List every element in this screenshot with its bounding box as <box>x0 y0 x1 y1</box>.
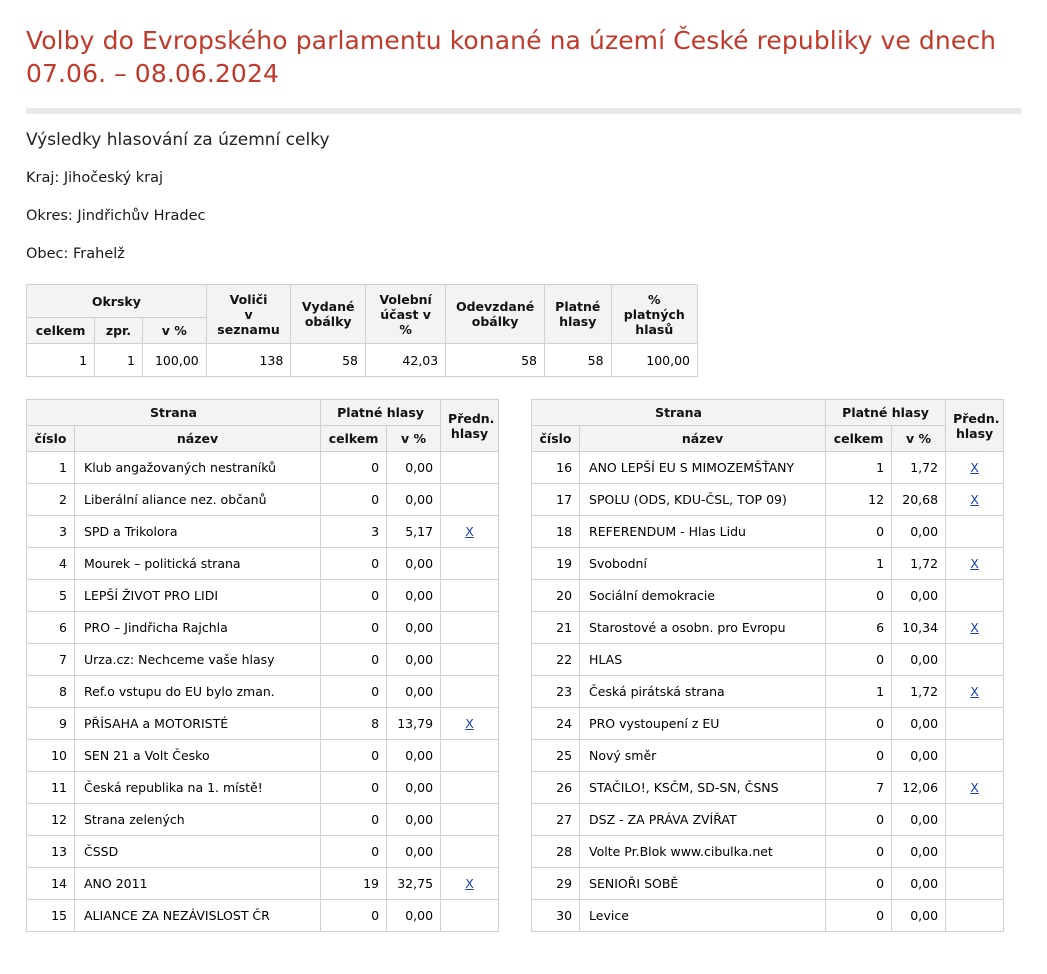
cell-party-name: Česká republika na 1. místě! <box>75 772 321 804</box>
header-celkem: celkem <box>321 426 387 452</box>
cell-preferential-votes <box>946 804 1004 836</box>
table-row <box>27 580 499 612</box>
cell-party-name: LEPŠÍ ŽIVOT PRO LIDI <box>75 580 321 612</box>
cell-party-name: Ref.o vstupu do EU bylo zman. <box>75 676 321 708</box>
cell-votes-total: 1 <box>826 548 892 580</box>
cell-preferential-votes <box>946 868 1004 900</box>
cell-preferential-votes[interactable] <box>946 772 1004 804</box>
cell-votes-percent: 1,72 <box>892 452 946 484</box>
header-predn-hlasy <box>441 400 499 452</box>
header-volici-v-seznamu <box>206 285 291 344</box>
cell-votes-percent: 0,00 <box>387 676 441 708</box>
cell-votes-total: 0 <box>826 836 892 868</box>
cell-party-number: 5 <box>27 580 75 612</box>
table-row <box>27 344 698 377</box>
preferential-votes-link[interactable]: X <box>465 716 474 731</box>
cell-votes-percent: 0,00 <box>387 900 441 932</box>
municipality-label: Obec: Frahelž <box>26 246 125 262</box>
cell-party-name: SENIOŘI SOBĚ <box>580 868 826 900</box>
cell-votes-total: 12 <box>826 484 892 516</box>
cell-party-number: 21 <box>532 612 580 644</box>
preferential-votes-link[interactable]: X <box>970 492 979 507</box>
page-title: Volby do Evropského parlamentu konané na území České republiky ve dnech 07.06. – 08.06.2024 <box>26 26 997 88</box>
cell-okrsky-celkem: 1 <box>27 344 95 377</box>
header-volici-line1: Voliči <box>229 291 268 307</box>
cell-votes-percent: 0,00 <box>387 452 441 484</box>
cell-vydane-obalky: 58 <box>291 344 366 377</box>
cell-preferential-votes <box>441 804 499 836</box>
table-row <box>532 900 1004 932</box>
cell-votes-percent: 20,68 <box>892 484 946 516</box>
cell-volici-v-seznamu: 138 <box>206 344 291 377</box>
cell-votes-total: 0 <box>321 484 387 516</box>
cell-votes-percent: 0,00 <box>387 644 441 676</box>
table-row <box>27 900 499 932</box>
cell-votes-percent: 5,17 <box>387 516 441 548</box>
header-okrsky-celkem: celkem <box>27 318 95 344</box>
cell-party-name: Levice <box>580 900 826 932</box>
table-row <box>532 548 1004 580</box>
table-row <box>532 772 1004 804</box>
preferential-votes-link[interactable]: X <box>970 460 979 475</box>
preferential-votes-link[interactable]: X <box>970 684 979 699</box>
cell-votes-percent: 10,34 <box>892 612 946 644</box>
cell-party-name: PŘÍSAHA a MOTORISTÉ <box>75 708 321 740</box>
cell-preferential-votes[interactable] <box>946 676 1004 708</box>
cell-votes-percent: 0,00 <box>892 516 946 548</box>
header-platne-hlasy: Platné hlasy <box>321 400 441 426</box>
header-odevzdane-obalky <box>446 285 545 344</box>
cell-party-name: Starostové a osobn. pro Evropu <box>580 612 826 644</box>
cell-preferential-votes <box>441 836 499 868</box>
header-predn-line1: Předn. <box>448 410 495 426</box>
party-rows-right <box>532 452 1004 932</box>
cell-votes-total: 1 <box>826 676 892 708</box>
cell-party-name: Mourek – politická strana <box>75 548 321 580</box>
cell-party-name: SPD a Trikolora <box>75 516 321 548</box>
cell-votes-percent: 0,00 <box>387 804 441 836</box>
table-row <box>27 740 499 772</box>
cell-party-number: 6 <box>27 612 75 644</box>
cell-votes-total: 1 <box>826 452 892 484</box>
header-pct-line1: % platných <box>623 291 685 322</box>
cell-votes-percent: 0,00 <box>892 580 946 612</box>
table-row <box>532 580 1004 612</box>
cell-party-name: ANO 2011 <box>75 868 321 900</box>
cell-party-name: SEN 21 a Volt Česko <box>75 740 321 772</box>
summary-table-wrap <box>26 284 1021 377</box>
cell-votes-percent: 32,75 <box>387 868 441 900</box>
cell-party-name: Klub angažovaných nestraníků <box>75 452 321 484</box>
table-row <box>532 740 1004 772</box>
table-row <box>27 612 499 644</box>
cell-party-number: 12 <box>27 804 75 836</box>
cell-votes-total: 0 <box>321 644 387 676</box>
header-vydane-line2: obálky <box>304 314 352 329</box>
cell-pct-platnych: 100,00 <box>611 344 697 377</box>
cell-preferential-votes[interactable] <box>946 612 1004 644</box>
cell-votes-percent: 1,72 <box>892 548 946 580</box>
cell-party-name: SPOLU (ODS, KDU-ČSL, TOP 09) <box>580 484 826 516</box>
header-okrsky: Okrsky <box>27 285 207 318</box>
cell-party-number: 22 <box>532 644 580 676</box>
cell-odevzdane-obalky: 58 <box>446 344 545 377</box>
table-row <box>27 772 499 804</box>
cell-party-number: 20 <box>532 580 580 612</box>
cell-party-number: 28 <box>532 836 580 868</box>
cell-party-name: Strana zelených <box>75 804 321 836</box>
region-label: Kraj: Jihočeský kraj <box>26 170 164 186</box>
cell-party-number: 15 <box>27 900 75 932</box>
cell-preferential-votes <box>441 644 499 676</box>
cell-party-name: ČSSD <box>75 836 321 868</box>
cell-preferential-votes[interactable] <box>946 452 1004 484</box>
table-row <box>27 868 499 900</box>
cell-votes-total: 0 <box>321 772 387 804</box>
cell-preferential-votes[interactable] <box>946 548 1004 580</box>
header-pct-platnych <box>611 285 697 344</box>
header-volici-line2: v seznamu <box>217 306 280 337</box>
header-odevzdane-line2: obálky <box>471 314 519 329</box>
preferential-votes-link[interactable]: X <box>970 556 979 571</box>
cell-party-name: ANO LEPŠÍ EU S MIMOZEMŠŤANY <box>580 452 826 484</box>
cell-party-number: 7 <box>27 644 75 676</box>
table-row <box>27 836 499 868</box>
cell-votes-percent: 0,00 <box>387 580 441 612</box>
header-ucast-line2: účast v % <box>380 306 431 337</box>
cell-preferential-votes <box>441 772 499 804</box>
cell-votes-total: 0 <box>826 900 892 932</box>
cell-preferential-votes[interactable] <box>441 516 499 548</box>
header-v-proc: v % <box>387 426 441 452</box>
cell-preferential-votes <box>441 900 499 932</box>
cell-party-name: Sociální demokracie <box>580 580 826 612</box>
cell-okrsky-v-proc: 100,00 <box>142 344 206 377</box>
cell-party-name: Nový směr <box>580 740 826 772</box>
cell-party-number: 8 <box>27 676 75 708</box>
table-row <box>27 676 499 708</box>
cell-votes-percent: 0,00 <box>387 612 441 644</box>
cell-votes-percent: 0,00 <box>387 548 441 580</box>
header-predn-line2: hlasy <box>955 425 994 441</box>
cell-preferential-votes <box>441 612 499 644</box>
cell-preferential-votes[interactable] <box>441 708 499 740</box>
header-platne-line1: Platné <box>555 299 601 314</box>
cell-preferential-votes <box>946 708 1004 740</box>
cell-votes-total: 0 <box>826 516 892 548</box>
cell-votes-total: 3 <box>321 516 387 548</box>
table-row <box>27 644 499 676</box>
header-nazev: název <box>580 426 826 452</box>
header-predn-hlasy <box>946 400 1004 452</box>
table-row <box>532 868 1004 900</box>
cell-preferential-votes <box>946 644 1004 676</box>
party-rows-left <box>27 452 499 932</box>
cell-votes-total: 0 <box>321 548 387 580</box>
section-heading: Výsledky hlasování za územní celky <box>26 130 330 150</box>
header-strana: Strana <box>532 400 826 426</box>
preferential-votes-link[interactable]: X <box>465 524 474 539</box>
cell-votes-percent: 0,00 <box>387 740 441 772</box>
cell-preferential-votes <box>441 484 499 516</box>
cell-okrsky-zpr: 1 <box>95 344 143 377</box>
cell-votes-total: 0 <box>321 900 387 932</box>
divider <box>26 108 1021 114</box>
header-pct-line2: hlasů <box>635 321 674 337</box>
cell-volebni-ucast: 42,03 <box>366 344 446 377</box>
cell-party-name: Česká pirátská strana <box>580 676 826 708</box>
cell-party-name: Urza.cz: Nechceme vaše hlasy <box>75 644 321 676</box>
cell-votes-percent: 0,00 <box>892 804 946 836</box>
header-volebni-ucast <box>366 285 446 344</box>
header-okrsky-zpr: zpr. <box>95 318 143 344</box>
header-celkem: celkem <box>826 426 892 452</box>
header-platne-hlasy <box>544 285 611 344</box>
cell-votes-percent: 0,00 <box>892 644 946 676</box>
cell-party-number: 11 <box>27 772 75 804</box>
party-results-table-left <box>26 399 499 932</box>
table-row <box>532 836 1004 868</box>
cell-votes-total: 0 <box>826 580 892 612</box>
table-row <box>532 676 1004 708</box>
cell-votes-total: 0 <box>826 804 892 836</box>
table-row <box>532 452 1004 484</box>
table-row <box>532 484 1004 516</box>
table-row <box>27 804 499 836</box>
cell-votes-percent: 0,00 <box>892 708 946 740</box>
cell-votes-percent: 0,00 <box>892 868 946 900</box>
cell-preferential-votes <box>441 740 499 772</box>
table-row <box>27 548 499 580</box>
cell-preferential-votes <box>441 548 499 580</box>
preferential-votes-link[interactable]: X <box>970 780 979 795</box>
header-strana: Strana <box>27 400 321 426</box>
cell-party-number: 23 <box>532 676 580 708</box>
cell-party-number: 30 <box>532 900 580 932</box>
cell-votes-total: 0 <box>826 644 892 676</box>
cell-party-number: 24 <box>532 708 580 740</box>
district-label: Okres: Jindřichův Hradec <box>26 208 206 224</box>
cell-party-number: 29 <box>532 868 580 900</box>
cell-party-name: Liberální aliance nez. občanů <box>75 484 321 516</box>
cell-votes-total: 0 <box>826 868 892 900</box>
preferential-votes-link[interactable]: X <box>970 620 979 635</box>
header-predn-line2: hlasy <box>450 425 489 441</box>
cell-party-number: 26 <box>532 772 580 804</box>
header-ucast-line1: Volební <box>379 291 432 307</box>
cell-preferential-votes <box>946 836 1004 868</box>
cell-votes-total: 8 <box>321 708 387 740</box>
cell-party-name: REFERENDUM - Hlas Lidu <box>580 516 826 548</box>
cell-party-number: 25 <box>532 740 580 772</box>
cell-preferential-votes <box>441 452 499 484</box>
header-vydane-line1: Vydané <box>301 299 355 314</box>
cell-votes-total: 0 <box>321 676 387 708</box>
cell-votes-total: 0 <box>321 804 387 836</box>
table-row <box>532 708 1004 740</box>
cell-party-name: Svobodní <box>580 548 826 580</box>
cell-votes-percent: 0,00 <box>892 740 946 772</box>
cell-votes-total: 0 <box>321 740 387 772</box>
table-row <box>532 516 1004 548</box>
cell-party-number: 1 <box>27 452 75 484</box>
table-row <box>27 484 499 516</box>
cell-platne-hlasy: 58 <box>544 344 611 377</box>
cell-votes-total: 19 <box>321 868 387 900</box>
cell-preferential-votes <box>946 516 1004 548</box>
cell-party-number: 14 <box>27 868 75 900</box>
cell-party-name: PRO – Jindřicha Rajchla <box>75 612 321 644</box>
cell-votes-percent: 0,00 <box>892 900 946 932</box>
cell-votes-total: 0 <box>321 612 387 644</box>
cell-preferential-votes <box>441 580 499 612</box>
cell-party-number: 3 <box>27 516 75 548</box>
cell-votes-total: 0 <box>826 708 892 740</box>
table-row <box>532 612 1004 644</box>
party-results-table-right <box>531 399 1004 932</box>
cell-votes-percent: 0,00 <box>387 836 441 868</box>
table-row <box>27 452 499 484</box>
cell-party-number: 27 <box>532 804 580 836</box>
header-cislo: číslo <box>27 426 75 452</box>
cell-party-name: ALIANCE ZA NEZÁVISLOST ČR <box>75 900 321 932</box>
cell-votes-total: 0 <box>321 452 387 484</box>
cell-party-number: 17 <box>532 484 580 516</box>
header-okrsky-v-proc: v % <box>142 318 206 344</box>
turnout-summary-table <box>26 284 698 377</box>
cell-party-number: 18 <box>532 516 580 548</box>
cell-party-name: STAČILO!, KSČM, SD-SN, ČSNS <box>580 772 826 804</box>
cell-votes-percent: 0,00 <box>387 484 441 516</box>
cell-votes-total: 0 <box>321 836 387 868</box>
cell-party-name: DSZ - ZA PRÁVA ZVÍŘAT <box>580 804 826 836</box>
cell-preferential-votes[interactable] <box>441 868 499 900</box>
table-row <box>532 644 1004 676</box>
header-vydane-obalky <box>291 285 366 344</box>
preferential-votes-link[interactable]: X <box>465 876 474 891</box>
header-odevzdane-line1: Odevzdané <box>455 299 535 314</box>
cell-preferential-votes <box>946 580 1004 612</box>
cell-party-number: 2 <box>27 484 75 516</box>
cell-party-number: 16 <box>532 452 580 484</box>
cell-party-number: 13 <box>27 836 75 868</box>
cell-party-name: Volte Pr.Blok www.cibulka.net <box>580 836 826 868</box>
cell-votes-percent: 1,72 <box>892 676 946 708</box>
cell-votes-total: 7 <box>826 772 892 804</box>
cell-votes-percent: 13,79 <box>387 708 441 740</box>
cell-party-number: 9 <box>27 708 75 740</box>
cell-votes-total: 0 <box>826 740 892 772</box>
table-row <box>532 804 1004 836</box>
cell-preferential-votes[interactable] <box>946 484 1004 516</box>
header-platne-hlasy: Platné hlasy <box>826 400 946 426</box>
cell-votes-percent: 0,00 <box>892 836 946 868</box>
header-cislo: číslo <box>532 426 580 452</box>
cell-preferential-votes <box>946 740 1004 772</box>
cell-party-number: 10 <box>27 740 75 772</box>
table-row <box>27 516 499 548</box>
cell-preferential-votes <box>946 900 1004 932</box>
cell-preferential-votes <box>441 676 499 708</box>
cell-votes-total: 6 <box>826 612 892 644</box>
cell-votes-total: 0 <box>321 580 387 612</box>
cell-party-name: HLAS <box>580 644 826 676</box>
cell-party-name: PRO vystoupení z EU <box>580 708 826 740</box>
cell-party-number: 4 <box>27 548 75 580</box>
cell-party-number: 19 <box>532 548 580 580</box>
header-predn-line1: Předn. <box>953 410 1000 426</box>
cell-votes-percent: 0,00 <box>387 772 441 804</box>
cell-votes-percent: 12,06 <box>892 772 946 804</box>
header-nazev: název <box>75 426 321 452</box>
header-platne-line2: hlasy <box>559 314 597 329</box>
party-results-tables <box>26 399 1021 932</box>
header-v-proc: v % <box>892 426 946 452</box>
table-row <box>27 708 499 740</box>
